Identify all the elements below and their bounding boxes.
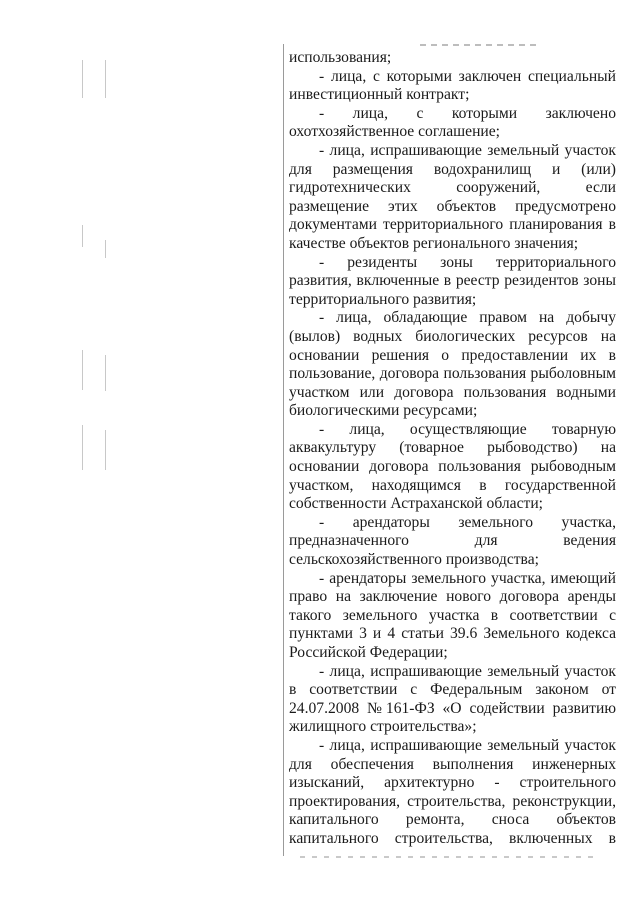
paragraph: - лица, обладающие правом на добычу (вылов) водных биологических ресурсов на основании решения о предоставлении их в пользование, договора пользования рыболовным участком или договора пользования водными биологическими ресурсами; [289, 309, 616, 420]
paragraph: - резиденты зоны территориального развития, включенные в реестр резидентов зоны территориального развития; [289, 253, 616, 308]
scan-artifact [420, 44, 540, 46]
paragraph: - лица, испрашивающие земельный участок в соответствии с Федеральным законом от 24.07.2008 №161-ФЗ «О содействии развитию жилищного строительства»; [289, 662, 616, 736]
paragraph: - лица, испрашивающие земельный участок для размещения водохранилищ и (или) гидротехнических сооружений, если размещение этих объектов предусмотрено документами территориального планирования в качестве объектов регионального значения; [289, 141, 616, 252]
scan-artifact [82, 350, 83, 390]
paragraph: - лица, с которыми заключен специальный инвестиционный контракт; [289, 67, 616, 104]
paragraph: - лица, испрашивающие земельный участок для обеспечения выполнения инженерных изысканий, архитектурно - строительного проектирования, строительства, реконструкции, капитального ремонта, сноса объектов капитального строительства, включенных в [289, 736, 616, 847]
scan-artifact [82, 425, 83, 470]
scan-artifact [105, 430, 106, 470]
paragraph: - арендаторы земельного участка, предназначенного для ведения сельскохозяйственного производства; [289, 513, 616, 569]
paragraph: использования; [289, 49, 392, 66]
scan-artifact [105, 60, 106, 98]
paragraph: - арендаторы земельного участка, имеющий право на заключение нового договора аренды такого земельного участка в соответствии с пунктами 3 и 4 статьи 39.6 Земельного кодекса Российской Федерации; [289, 569, 616, 661]
scan-artifact [82, 225, 83, 247]
scan-artifact [300, 856, 600, 858]
scan-artifact [105, 355, 106, 391]
paragraph: - лица, с которыми заключено охотхозяйственное соглашение; [289, 104, 616, 141]
document-text-column [289, 49, 616, 849]
paragraph: - лица, осуществляющие товарную аквакультуру (товарное рыбоводство) на основании договора пользования рыбоводным участком, находящимся в государственной собственности Астраханской области; [289, 420, 616, 513]
scan-artifact [105, 240, 106, 258]
column-border-line [283, 44, 284, 856]
scan-artifact [82, 60, 83, 98]
